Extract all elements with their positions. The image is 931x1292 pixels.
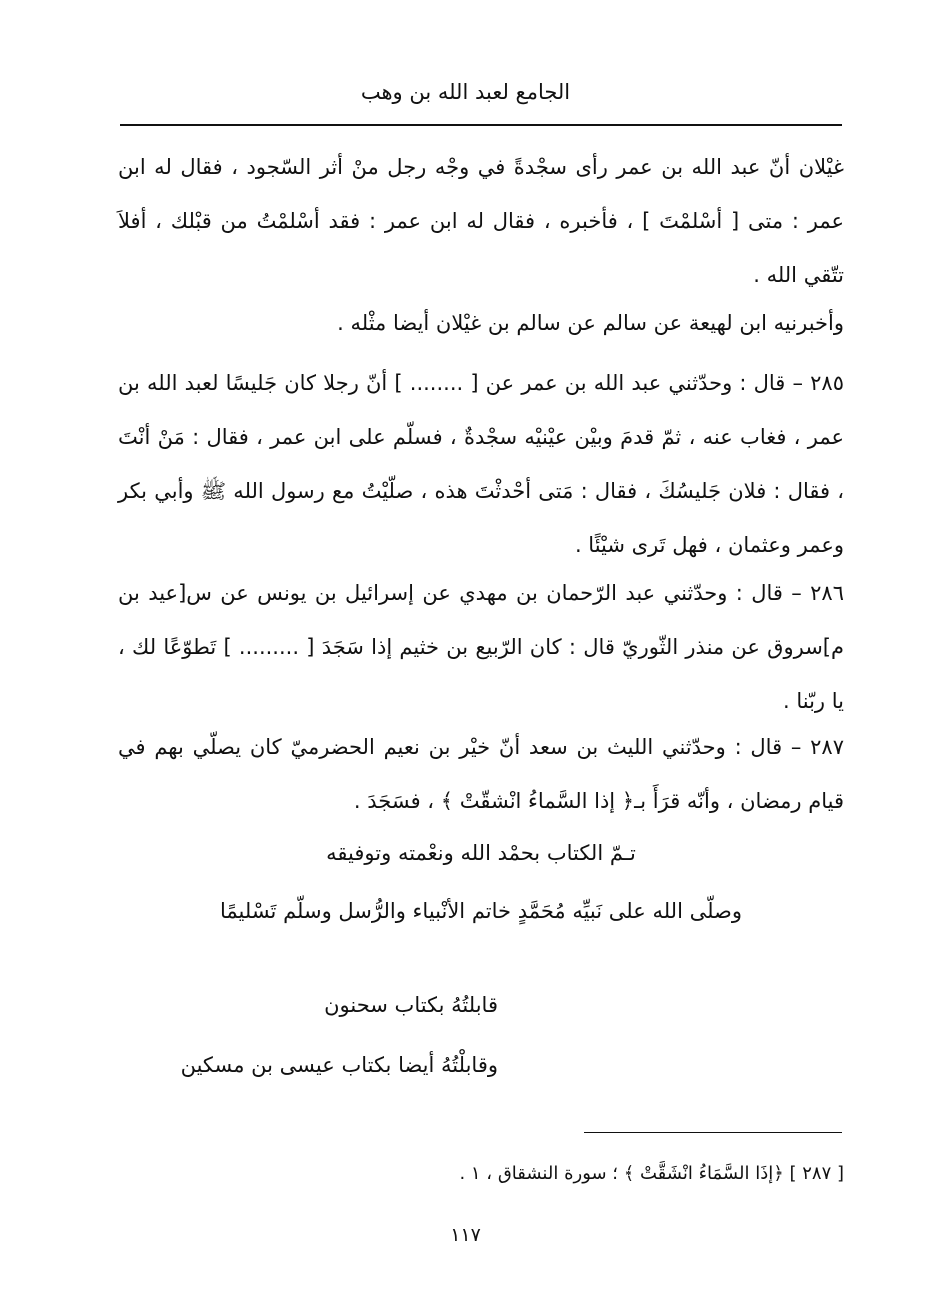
paragraph-hadith-285: ٢٨٥ – قال : وحدّثني عبد الله بن عمر عن [ ........ ] أنّ رجلا كان جَليسًا لعبد الله بن عمر ، فغاب عنه ، ثمّ قدمَ وبيْن عيْنيْه سجْدةٌ ، فسلّم على ابن عمر ، فقال : مَنْ أنْتَ ، فقال : فلان جَليسُكَ ، فقال : مَتى أحْدثْتَ هذه ، صلّيْتُ مع رسول الله ﷺ وأبي بكر وعمر وعثمان ، فهل تَرى شيْئًا . — [118, 371, 844, 557]
paragraph-hadith-286: ٢٨٦ – قال : وحدّثني عبد الرّحمان بن مهدي عن إسرائيل بن يونس عن س[عيد بن م]سروق عن منذر الثّوريّ قال : كان الرّبيع بن خثيم إذا سَجَدَ [ ......... ] تَطوّعًا لك ، يا ربّنا . — [118, 581, 844, 713]
footnote: [ ٢٨٧ ] ﴿إذَا السَّمَاءُ انْشَقَّتْ ﴾ ؛ سورة النشقاق ، ١ . — [459, 1163, 844, 1184]
paragraph-hadith-287: ٢٨٧ – قال : وحدّثني الليث بن سعد أنّ خيْر بن نعيم الحضرميّ كان يصلّي بهم في قيام رمضان ، وأنّه قرَأَ بـ﴿ إذا السَّماءُ انْشقّتْ ﴾ ، فسَجَدَ . — [118, 735, 844, 813]
colophon-line-2: وصلّى الله على نَبيِّه مُحَمَّدٍ خاتم الأنْبياء والرُّسل وسلّم تَسْليمًا — [219, 899, 743, 923]
collation-note-2: وقابلْتُهُ أيضا بكتاب عيسى بن مسكين — [180, 1053, 498, 1077]
header-rule — [120, 124, 842, 126]
colophon-line-1: تـمّ الكتاب بحمْد الله ونعْمته وتوفيقه — [326, 841, 636, 865]
page-number: ١١٧ — [450, 1224, 481, 1246]
collation-note-1: قابلتُهُ بكتاب سحنون — [324, 993, 498, 1017]
footnote-rule — [584, 1132, 842, 1133]
running-header-title: الجامع لعبد الله بن وهب — [360, 80, 571, 104]
paragraph-variant-chain: وأخبرنيه ابن لهيعة عن سالم عن سالم بن غيْلان أيضا مثْله . — [337, 311, 844, 335]
paragraph-continuation: غيْلان أنّ عبد الله بن عمر رأى سجْدةً في وجْه رجل منْ أثر السّجود ، فقال له ابن عمر : متى [ أسْلمْتَ ] ، فأخبره ، فقال له ابن عمر : فقد أسْلمْتُ من قبْلك ، أفلاَ تتّقي الله . — [118, 155, 844, 287]
